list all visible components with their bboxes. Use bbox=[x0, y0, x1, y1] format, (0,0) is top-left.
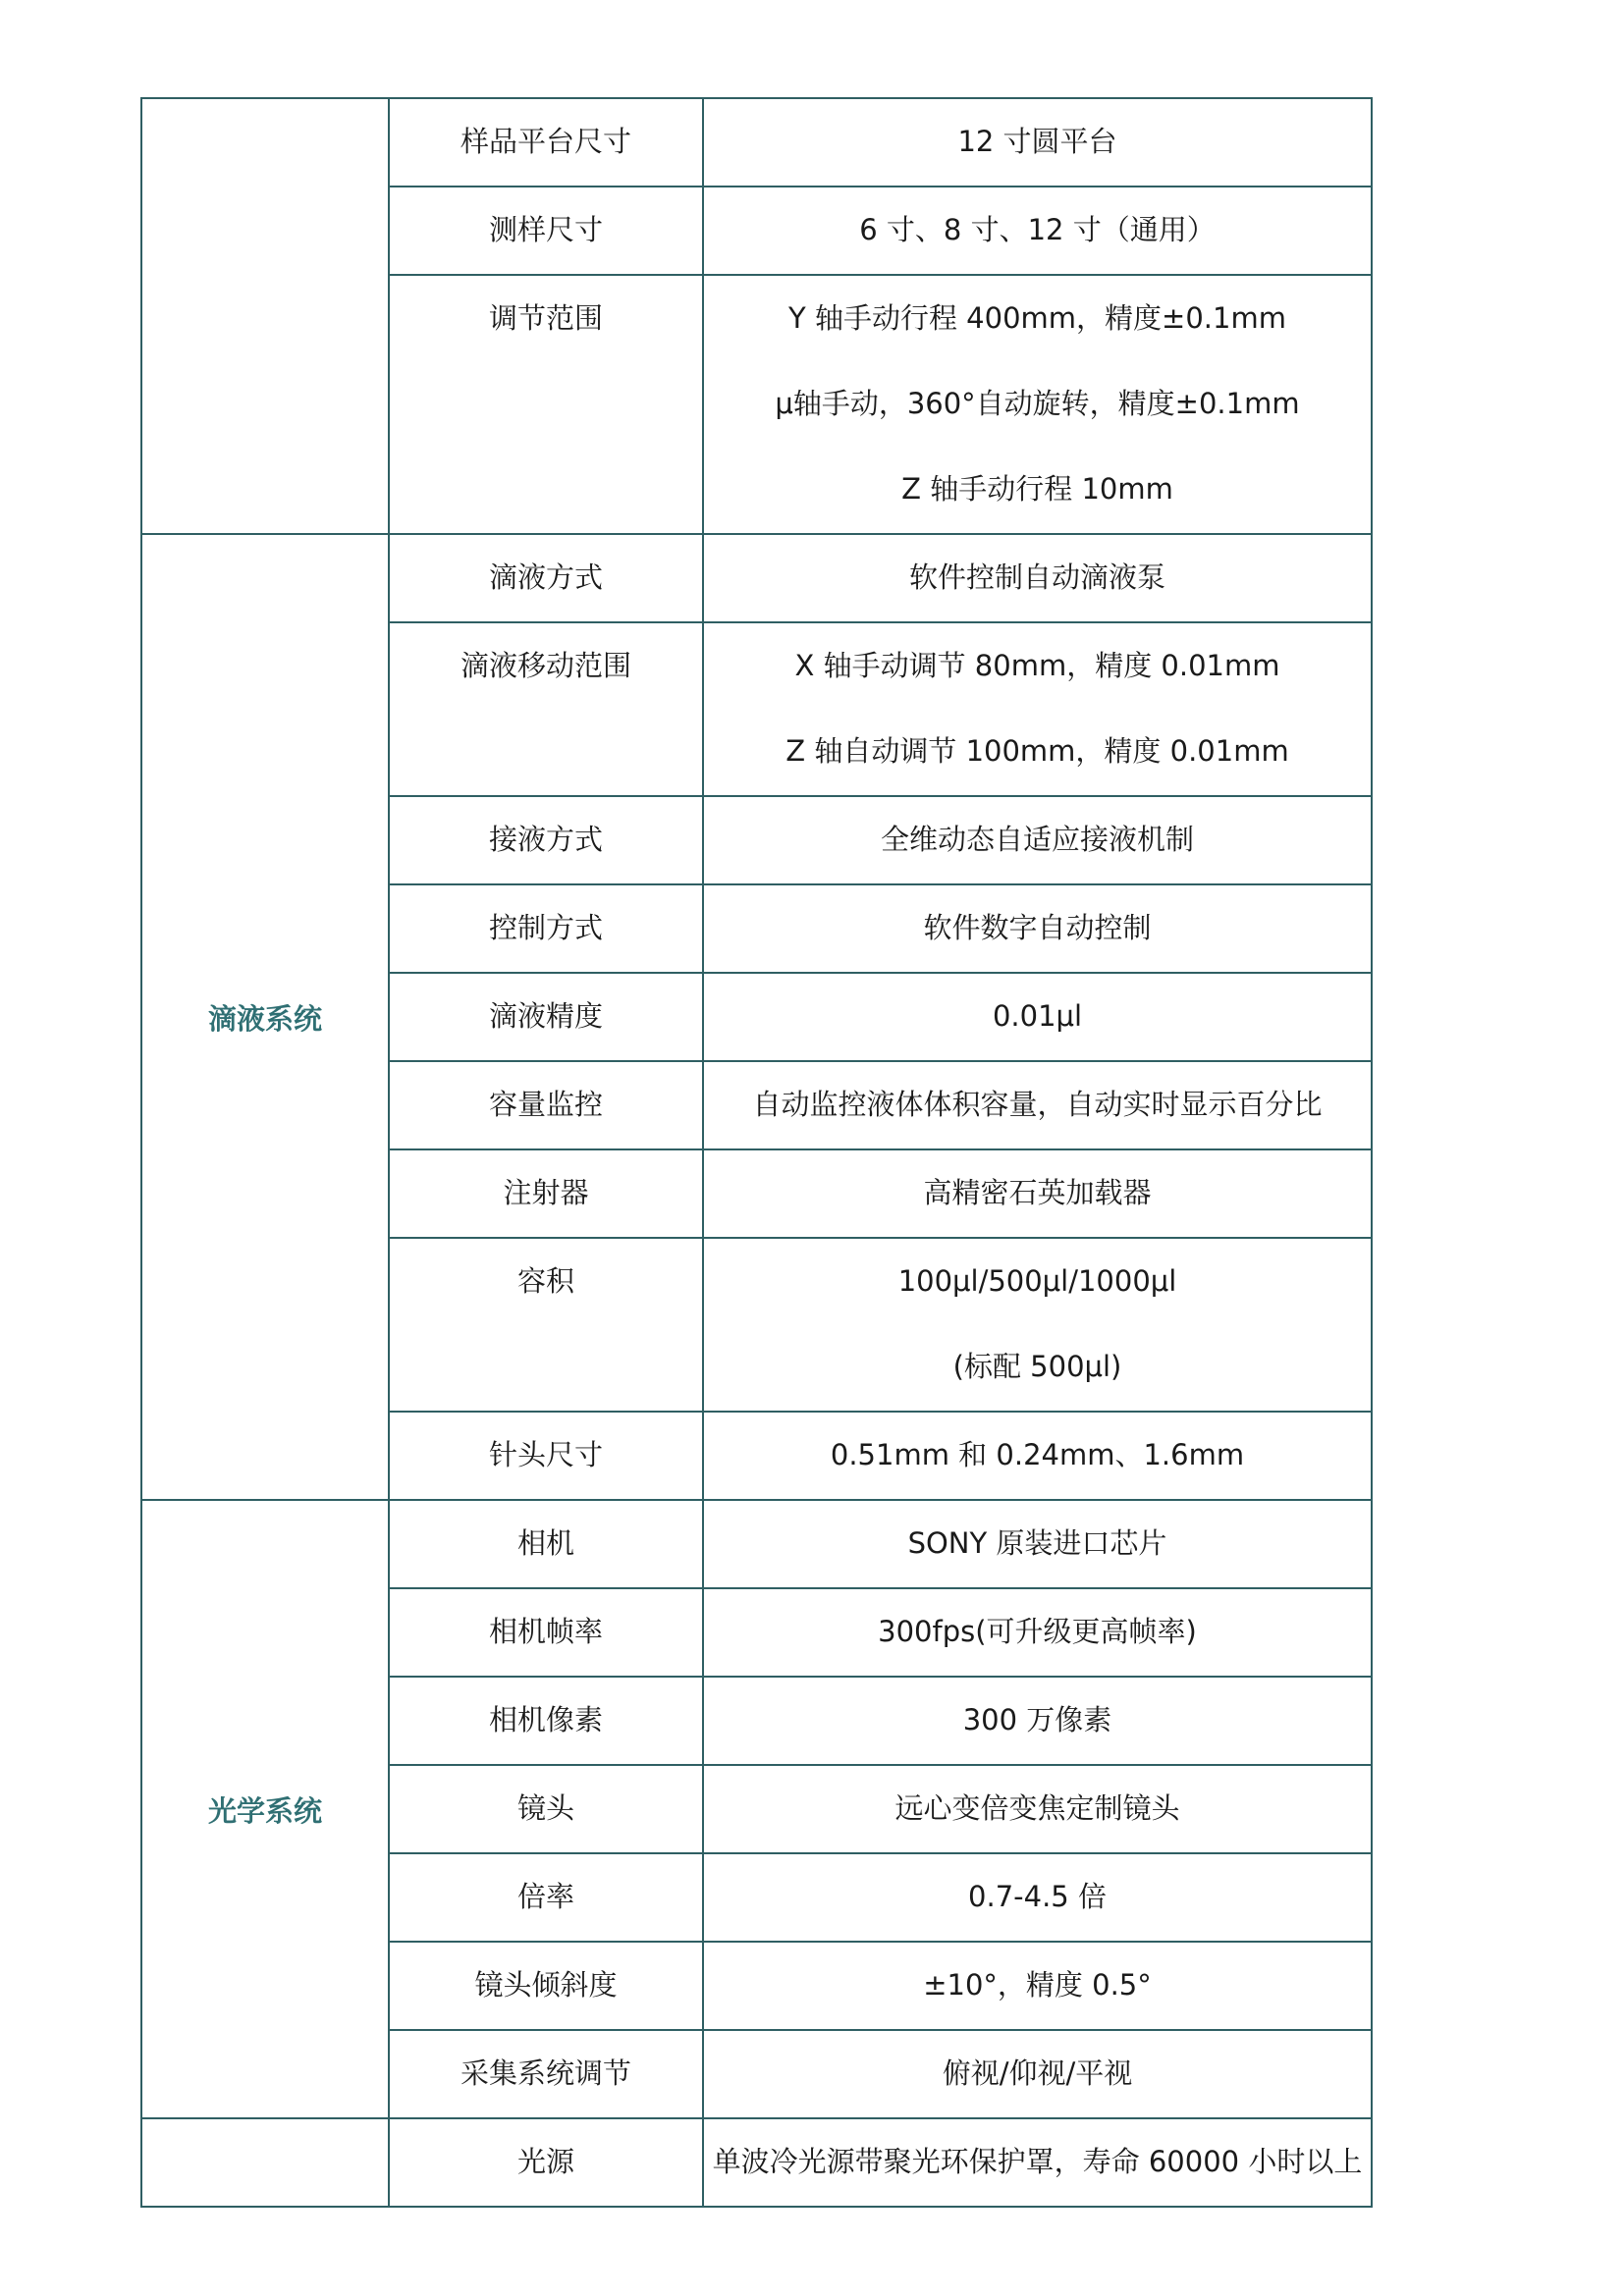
parameter-name bbox=[389, 1412, 703, 1500]
value-line: 远心变倍变焦定制镜头 bbox=[894, 1791, 1180, 1825]
parameter-value bbox=[703, 1588, 1372, 1677]
value-line: Y 轴手动行程 400mm，精度±0.1mm bbox=[788, 301, 1286, 335]
parameter-label: 滴液移动范围 bbox=[460, 649, 631, 682]
spec-row bbox=[141, 1500, 1372, 1588]
section-category: 光学系统 bbox=[141, 1500, 389, 2118]
parameter-label: 样品平台尺寸 bbox=[460, 125, 631, 158]
parameter-label: 倍率 bbox=[516, 1880, 574, 1913]
parameter-label: 相机像素 bbox=[488, 1703, 603, 1736]
parameter-value bbox=[703, 275, 1372, 534]
value-line: 12 寸圆平台 bbox=[957, 125, 1117, 158]
parameter-value bbox=[703, 1500, 1372, 1588]
value-line: 300 万像素 bbox=[962, 1703, 1112, 1736]
value-line: 100μl/500μl/1000μl bbox=[897, 1264, 1177, 1298]
parameter-label: 相机帧率 bbox=[488, 1615, 603, 1648]
spec-table bbox=[140, 97, 1373, 2208]
parameter-value bbox=[703, 1238, 1372, 1412]
spec-row bbox=[141, 98, 1372, 187]
parameter-name bbox=[389, 2030, 703, 2118]
value-line: 俯视/仰视/平视 bbox=[942, 2056, 1133, 2090]
parameter-value bbox=[703, 1942, 1372, 2030]
parameter-name bbox=[389, 1765, 703, 1853]
value-line: Z 轴手动行程 10mm bbox=[901, 472, 1173, 506]
parameter-name bbox=[389, 1677, 703, 1765]
parameter-name bbox=[389, 275, 703, 534]
parameter-name bbox=[389, 1061, 703, 1149]
parameter-name bbox=[389, 622, 703, 796]
parameter-value bbox=[703, 622, 1372, 796]
parameter-label: 镜头 bbox=[516, 1791, 574, 1825]
value-line: SONY 原装进口芯片 bbox=[907, 1526, 1167, 1560]
spec-table-body bbox=[141, 98, 1372, 2207]
value-line: 300fps(可升级更高帧率) bbox=[878, 1615, 1197, 1648]
parameter-name bbox=[389, 1942, 703, 2030]
parameter-name bbox=[389, 2118, 703, 2207]
parameter-name bbox=[389, 1238, 703, 1412]
parameter-value bbox=[703, 98, 1372, 187]
parameter-value bbox=[703, 1677, 1372, 1765]
parameter-label: 注射器 bbox=[503, 1176, 589, 1209]
parameter-name bbox=[389, 534, 703, 622]
parameter-name bbox=[389, 1588, 703, 1677]
value-line: 软件控制自动滴液泵 bbox=[908, 561, 1165, 594]
parameter-value bbox=[703, 2118, 1372, 2207]
spec-row bbox=[141, 534, 1372, 622]
parameter-value bbox=[703, 1853, 1372, 1942]
parameter-label: 测样尺寸 bbox=[488, 213, 603, 246]
parameter-name bbox=[389, 884, 703, 973]
section-category bbox=[141, 2118, 389, 2207]
parameter-name bbox=[389, 98, 703, 187]
parameter-label: 滴液精度 bbox=[488, 999, 603, 1033]
value-line: X 轴手动调节 80mm，精度 0.01mm bbox=[794, 649, 1280, 682]
parameter-value bbox=[703, 1412, 1372, 1500]
parameter-name bbox=[389, 187, 703, 275]
value-line: 全维动态自适应接液机制 bbox=[880, 823, 1194, 856]
value-line: 0.51mm 和 0.24mm、1.6mm bbox=[830, 1438, 1245, 1471]
parameter-value bbox=[703, 796, 1372, 884]
value-line: Z 轴自动调节 100mm，精度 0.01mm bbox=[785, 734, 1289, 768]
value-line: 0.01μl bbox=[992, 999, 1083, 1033]
value-line: (标配 500μl) bbox=[952, 1350, 1122, 1383]
parameter-label: 镜头倾斜度 bbox=[474, 1968, 618, 2002]
parameter-value bbox=[703, 1061, 1372, 1149]
spec-row bbox=[141, 2118, 1372, 2207]
parameter-value bbox=[703, 1765, 1372, 1853]
value-line: 0.7-4.5 倍 bbox=[968, 1880, 1107, 1913]
value-line: 6 寸、8 寸、12 寸（通用） bbox=[859, 213, 1216, 246]
value-line: 高精密石英加载器 bbox=[923, 1176, 1152, 1209]
value-line: 自动监控液体体积容量，自动实时显示百分比 bbox=[752, 1088, 1323, 1121]
section-category: 滴液系统 bbox=[141, 534, 389, 1500]
parameter-label: 调节范围 bbox=[488, 301, 603, 335]
value-line: μ轴手动，360°自动旋转，精度±0.1mm bbox=[775, 387, 1300, 420]
parameter-label: 容积 bbox=[516, 1264, 574, 1298]
parameter-name bbox=[389, 1500, 703, 1588]
parameter-label: 相机 bbox=[516, 1526, 574, 1560]
parameter-label: 光源 bbox=[516, 2145, 574, 2178]
parameter-name bbox=[389, 973, 703, 1061]
parameter-value bbox=[703, 187, 1372, 275]
parameter-label: 控制方式 bbox=[488, 911, 603, 944]
parameter-name bbox=[389, 796, 703, 884]
parameter-value bbox=[703, 973, 1372, 1061]
parameter-label: 采集系统调节 bbox=[460, 2056, 631, 2090]
section-category bbox=[141, 98, 389, 534]
parameter-value bbox=[703, 884, 1372, 973]
parameter-name bbox=[389, 1149, 703, 1238]
value-line: ±10°，精度 0.5° bbox=[923, 1968, 1152, 2002]
parameter-value bbox=[703, 534, 1372, 622]
value-line: 单波冷光源带聚光环保护罩，寿命 60000 小时以上 bbox=[712, 2145, 1363, 2178]
parameter-label: 滴液方式 bbox=[488, 561, 603, 594]
parameter-label: 针头尺寸 bbox=[488, 1438, 603, 1471]
parameter-value bbox=[703, 1149, 1372, 1238]
parameter-label: 接液方式 bbox=[488, 823, 603, 856]
parameter-name bbox=[389, 1853, 703, 1942]
value-line: 软件数字自动控制 bbox=[923, 911, 1152, 944]
parameter-label: 容量监控 bbox=[488, 1088, 603, 1121]
parameter-value bbox=[703, 2030, 1372, 2118]
